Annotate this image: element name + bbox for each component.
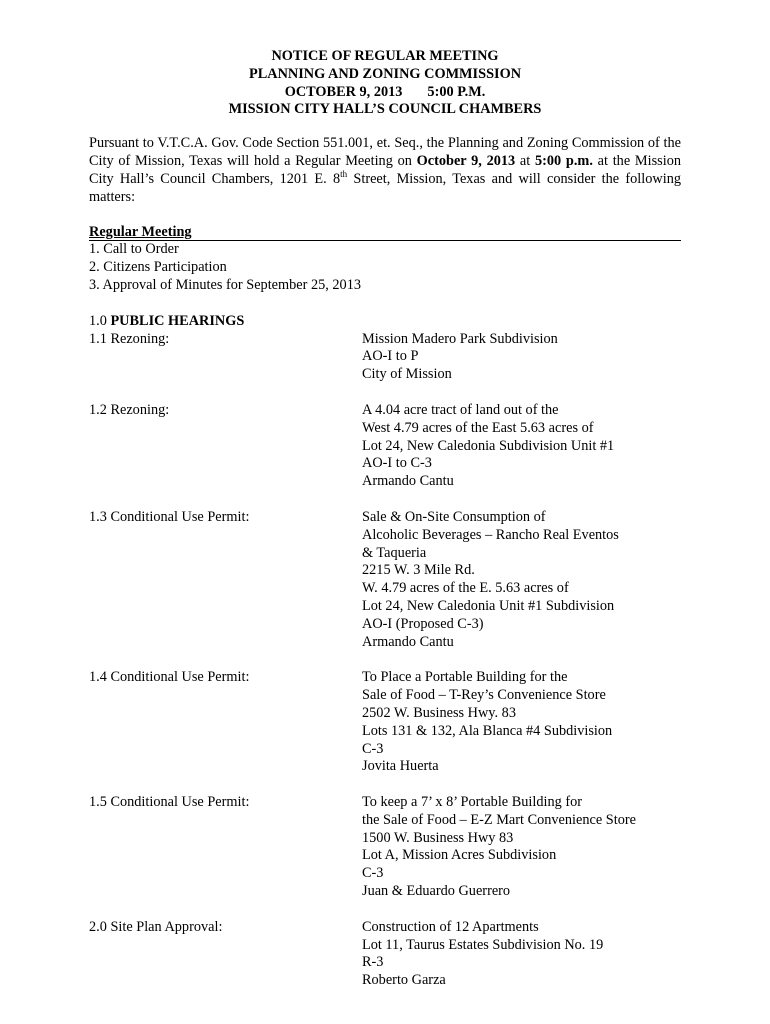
- intro-paragraph: [89, 135, 681, 206]
- detail-line: C-3: [362, 865, 384, 882]
- detail-line: AO-I (Proposed C-3): [362, 615, 484, 632]
- agenda-item-1-2: [89, 402, 681, 491]
- public-hearings-title: PUBLIC HEARINGS: [110, 312, 245, 329]
- intro-text-2: at: [515, 152, 535, 169]
- detail-line: Armando Cantu: [362, 473, 454, 490]
- intro-text-1: Pursuant to V.T.C.A. Gov. Code Section 551.001, et. Seq., the Planning and Zoning Commission of the City of Mission, Texas will hold a Regular Meeting on: [89, 135, 681, 169]
- regular-meeting-heading: [89, 224, 681, 241]
- agenda-item-label: 1.3 Conditional Use Permit:: [89, 508, 250, 525]
- detail-line: City of Mission: [362, 366, 452, 383]
- detail-line: Sale of Food – T-Rey’s Convenience Store: [362, 687, 606, 704]
- detail-line: & Taqueria: [362, 544, 427, 561]
- detail-line: AO-I to C-3: [362, 455, 432, 472]
- header-commission: PLANNING AND ZONING COMMISSION: [248, 65, 522, 82]
- detail-line: To Place a Portable Building for the: [362, 669, 568, 686]
- agenda-item-label: 2.0 Site Plan Approval:: [89, 918, 223, 935]
- detail-line: Roberto Garza: [362, 972, 446, 989]
- notice-document: [89, 48, 681, 990]
- header-location: MISSION CITY HALL’S COUNCIL CHAMBERS: [228, 101, 542, 118]
- notice-header: [89, 48, 681, 119]
- agenda-item-details: [362, 669, 681, 776]
- intro-text-3: at the Mission City Hall’s Council Chambers, 1201 E. 8: [89, 152, 681, 187]
- detail-line: To keep a 7’ x 8’ Portable Building for: [362, 794, 583, 811]
- agenda-item-details: [362, 331, 681, 384]
- agenda-item-1-4: [89, 669, 681, 776]
- agenda-item-label: 1.1 Rezoning:: [89, 330, 170, 347]
- list-item: 3. Approval of Minutes for September 25, 2013: [89, 276, 361, 293]
- agenda-item-details: [362, 919, 681, 990]
- agenda-item-label: 1.5 Conditional Use Permit:: [89, 794, 250, 811]
- public-hearings-number: 1.0: [89, 312, 111, 329]
- detail-line: Armando Cantu: [362, 633, 454, 650]
- detail-line: Mission Madero Park Subdivision: [362, 330, 558, 347]
- agenda-item-1-3: [89, 509, 681, 651]
- detail-line: the Sale of Food – E-Z Mart Convenience Store: [362, 811, 636, 828]
- detail-line: AO-I to P: [362, 348, 419, 365]
- detail-line: Construction of 12 Apartments: [362, 918, 539, 935]
- detail-line: Lot 24, New Caledonia Unit #1 Subdivision: [362, 597, 615, 614]
- header-date-time: OCTOBER 9, 2013 5:00 P.M.: [284, 83, 486, 100]
- detail-line: Lot 11, Taurus Estates Subdivision No. 19: [362, 936, 604, 953]
- detail-line: A 4.04 acre tract of land out of the: [362, 401, 559, 418]
- agenda-item-details: [362, 794, 681, 901]
- intro-time: 5:00 p.m.: [534, 152, 593, 169]
- intro-text-4: Street, Mission, Texas and will consider the following matters:: [89, 170, 681, 205]
- detail-line: W. 4.79 acres of the E. 5.63 acres of: [362, 580, 569, 597]
- list-item: 1. Call to Order: [89, 241, 179, 258]
- agenda-item-label: 1.4 Conditional Use Permit:: [89, 669, 250, 686]
- detail-line: West 4.79 acres of the East 5.63 acres of: [362, 419, 594, 436]
- detail-line: 2215 W. 3 Mile Rd.: [362, 562, 475, 579]
- detail-line: Lots 131 & 132, Ala Blanca #4 Subdivision: [362, 722, 613, 739]
- list-item: 2. Citizens Participation: [89, 259, 227, 276]
- header-title: NOTICE OF REGULAR MEETING: [271, 48, 499, 64]
- agenda-item-1-5: [89, 794, 681, 901]
- agenda-item-2-0: [89, 919, 681, 990]
- agenda-item-1-1: [89, 331, 681, 384]
- agenda-item-details: [362, 509, 681, 651]
- detail-line: Juan & Eduardo Guerrero: [362, 883, 511, 900]
- regular-meeting-list: [89, 241, 681, 294]
- detail-line: 2502 W. Business Hwy. 83: [362, 704, 516, 721]
- detail-line: Jovita Huerta: [362, 758, 439, 775]
- detail-line: 1500 W. Business Hwy 83: [362, 829, 514, 846]
- agenda-item-details: [362, 402, 681, 491]
- regular-meeting-title: Regular Meeting: [89, 224, 192, 241]
- intro-superscript: th: [340, 169, 348, 180]
- public-hearings-heading: [89, 313, 681, 331]
- detail-line: Alcoholic Beverages – Rancho Real Eventos: [362, 526, 619, 543]
- detail-line: R-3: [362, 954, 384, 971]
- detail-line: Lot 24, New Caledonia Subdivision Unit #1: [362, 437, 615, 454]
- intro-date: October 9, 2013: [416, 152, 516, 169]
- detail-line: C-3: [362, 740, 384, 757]
- detail-line: Lot A, Mission Acres Subdivision: [362, 847, 557, 864]
- detail-line: Sale & On-Site Consumption of: [362, 508, 546, 525]
- agenda-item-label: 1.2 Rezoning:: [89, 401, 170, 418]
